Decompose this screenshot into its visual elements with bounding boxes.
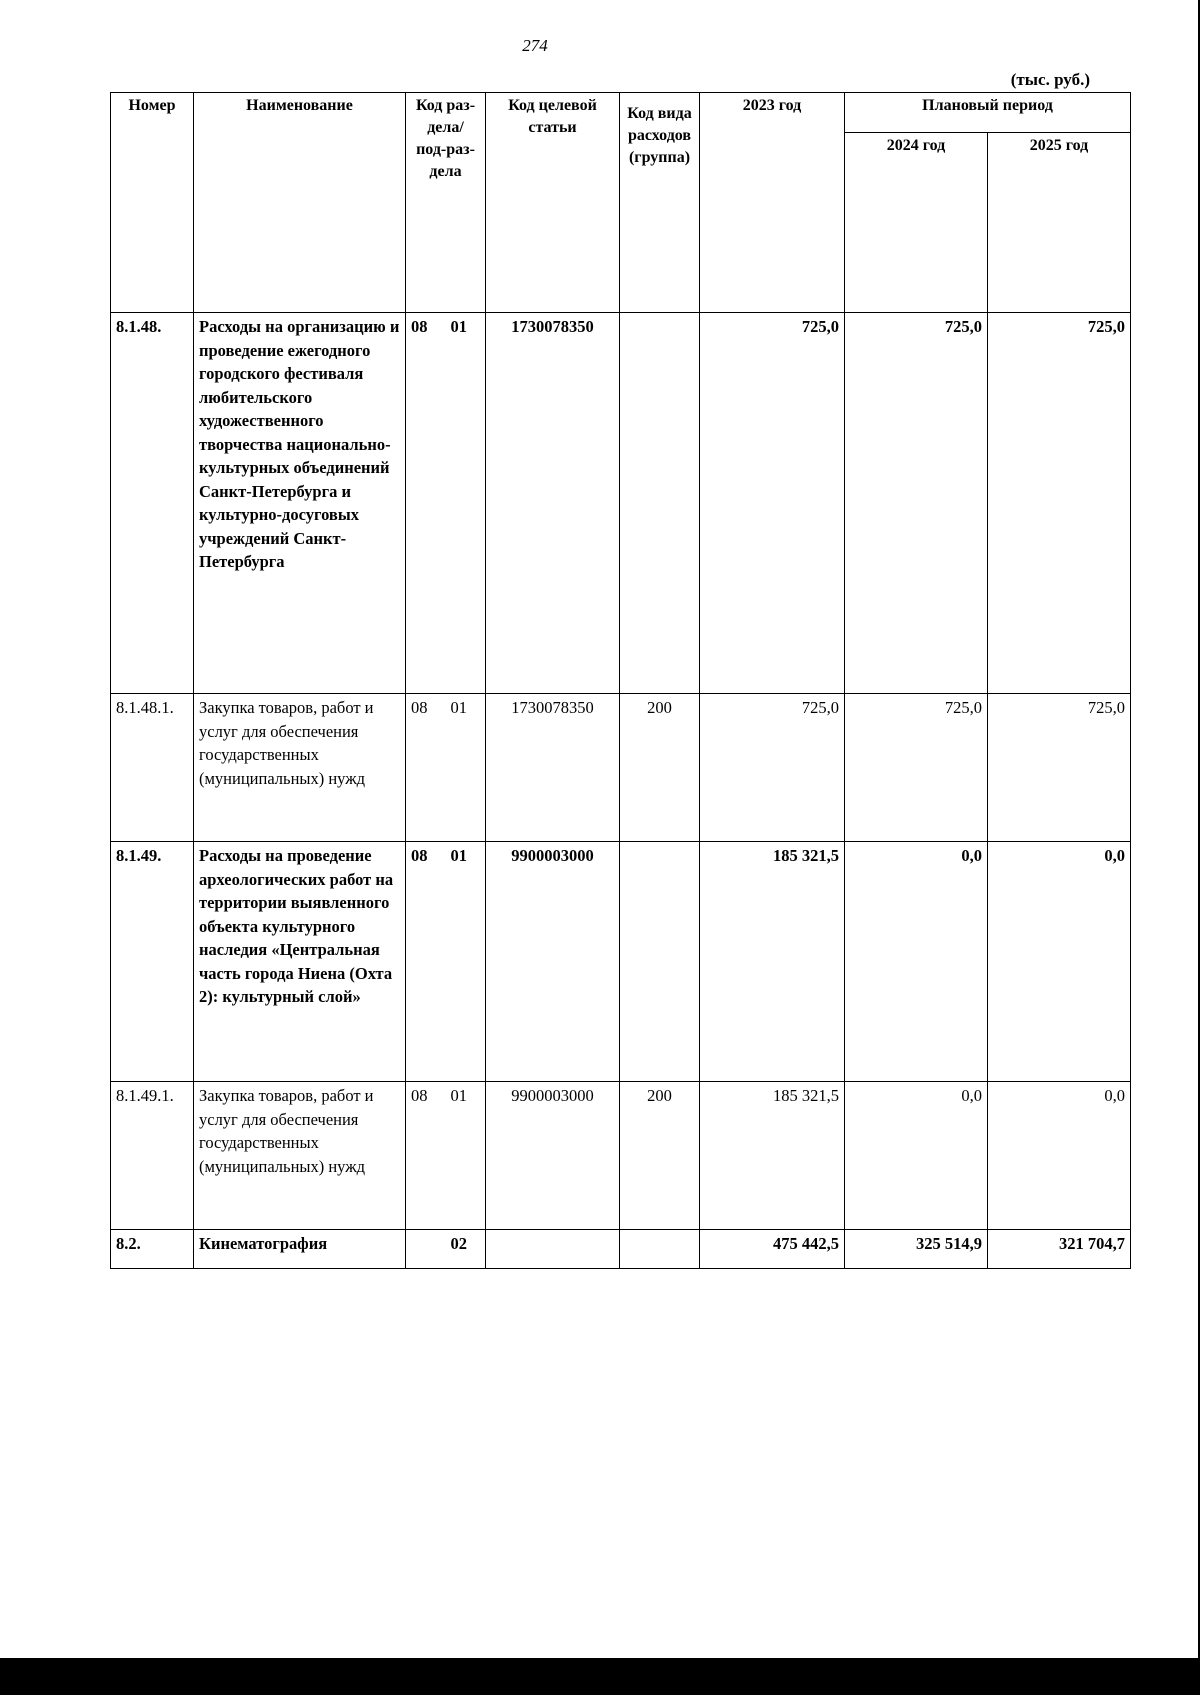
- row-section-code: [406, 1082, 486, 1230]
- row-section-code: [406, 694, 486, 842]
- row-number: 8.1.48.: [111, 313, 194, 694]
- row-number: 8.1.49.: [111, 842, 194, 1082]
- row-vid-code: [620, 1230, 700, 1269]
- row-target-code: 1730078350: [486, 694, 620, 842]
- row-target-code: 9900003000: [486, 1082, 620, 1230]
- header-year-2025: 2025 год: [988, 133, 1131, 313]
- row-name: Расходы на организацию и проведение ежегодного городского фестиваля любительского художественного творчества национально-культурных объединений Санкт-Петербурга и культурно-досуговых учреждений Санкт-Петербурга: [194, 313, 406, 694]
- row-amount-2024: 725,0: [845, 313, 988, 694]
- table-row: [111, 694, 1131, 842]
- row-amount-2023: 185 321,5: [700, 1082, 845, 1230]
- header-number: Номер: [111, 93, 194, 313]
- page-number: 274: [522, 36, 548, 55]
- row-section-code: [406, 313, 486, 694]
- budget-table: [110, 92, 1131, 1269]
- row-amount-2024: 0,0: [845, 842, 988, 1082]
- row-name: Кинематография: [194, 1230, 406, 1269]
- subsection-code: 02: [450, 1234, 467, 1253]
- row-name: Расходы на проведение археологических работ на территории выявленного объекта культурного наследия «Центральная часть города Ниена (Охта 2): культурный слой»: [194, 842, 406, 1082]
- row-amount-2023: 725,0: [700, 313, 845, 694]
- row-amount-2025: 0,0: [988, 842, 1131, 1082]
- row-target-code: 1730078350: [486, 313, 620, 694]
- section-code: 08: [411, 1086, 428, 1105]
- row-amount-2023: 475 442,5: [700, 1230, 845, 1269]
- row-section-code: [406, 1230, 486, 1269]
- row-vid-code: 200: [620, 1082, 700, 1230]
- row-number: 8.2.: [111, 1230, 194, 1269]
- row-amount-2023: 185 321,5: [700, 842, 845, 1082]
- section-code: 08: [411, 698, 428, 717]
- table-row: [111, 313, 1131, 694]
- row-amount-2025: 0,0: [988, 1082, 1131, 1230]
- row-amount-2024: 725,0: [845, 694, 988, 842]
- subsection-code: 01: [450, 698, 467, 717]
- header-code-target: Код целевой статьи: [486, 93, 620, 313]
- row-number: 8.1.48.1.: [111, 694, 194, 842]
- row-number: 8.1.49.1.: [111, 1082, 194, 1230]
- header-planned-period: Плановый период: [845, 93, 1131, 133]
- subsection-code: 01: [450, 317, 467, 336]
- table-row: [111, 1082, 1131, 1230]
- row-amount-2025: 725,0: [988, 313, 1131, 694]
- row-name: Закупка товаров, работ и услуг для обеспечения государственных (муниципальных) нужд: [194, 694, 406, 842]
- row-amount-2025: 321 704,7: [988, 1230, 1131, 1269]
- row-amount-2025: 725,0: [988, 694, 1131, 842]
- section-code: 08: [411, 846, 428, 865]
- row-name: Закупка товаров, работ и услуг для обеспечения государственных (муниципальных) нужд: [194, 1082, 406, 1230]
- section-code: 08: [411, 317, 428, 336]
- table-row: [111, 1230, 1131, 1269]
- header-year-2023: 2023 год: [700, 93, 845, 313]
- row-section-code: [406, 842, 486, 1082]
- row-amount-2024: 0,0: [845, 1082, 988, 1230]
- row-target-code: 9900003000: [486, 842, 620, 1082]
- header-year-2024: 2024 год: [845, 133, 988, 313]
- units-note: (тыс. руб.): [1010, 70, 1090, 89]
- row-vid-code: 200: [620, 694, 700, 842]
- subsection-code: 01: [450, 1086, 467, 1105]
- row-vid-code: [620, 313, 700, 694]
- row-target-code: [486, 1230, 620, 1269]
- header-code-razdel: Код раз-дела/ под-раз-дела: [406, 93, 486, 313]
- row-amount-2024: 325 514,9: [845, 1230, 988, 1269]
- header-code-vid: Код вида расходов (группа): [620, 93, 700, 313]
- header-name: Наименование: [194, 93, 406, 313]
- scan-bottom-bar: [0, 1658, 1200, 1695]
- subsection-code: 01: [450, 846, 467, 865]
- row-amount-2023: 725,0: [700, 694, 845, 842]
- table-row: [111, 842, 1131, 1082]
- row-vid-code: [620, 842, 700, 1082]
